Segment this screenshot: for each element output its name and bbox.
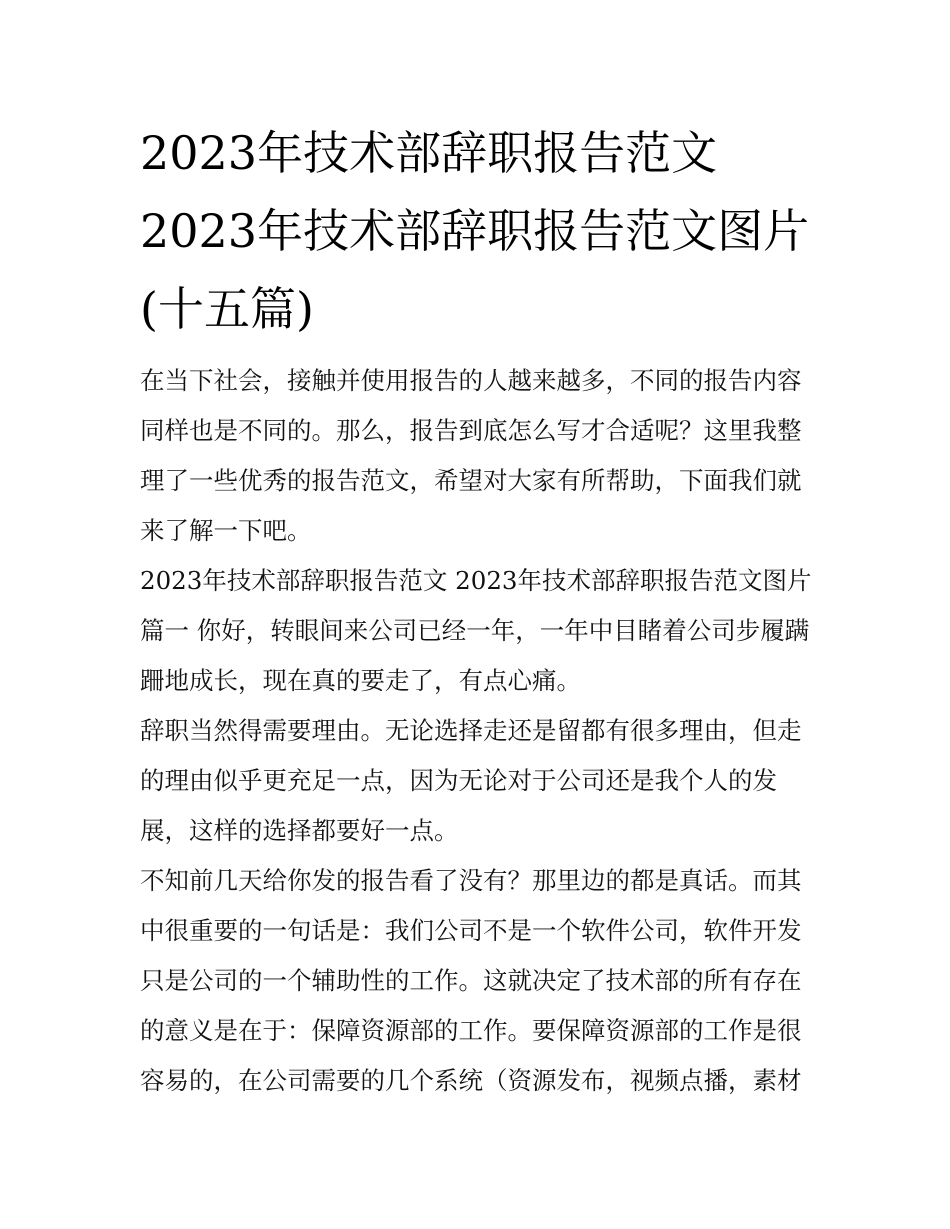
paragraph-reason: 辞职当然得需要理由。无论选择走还是留都有很多理由，但走的理由似乎更充足一点，因为无论对于公司还是我个人的发展，这样的选择都要好一点。 [140,716,802,845]
document-body [140,356,812,1106]
paragraph-intro: 在当下社会，接触并使用报告的人越来越多，不同的报告内容同样也是不同的。那么，报告到底怎么写才合适呢？这里我整理了一些优秀的报告范文，希望对大家有所帮助，下面我们就来了解一下吧。 [140,366,802,545]
paragraph-report-details: 不知前几天给你发的报告看了没有？那里边的都是真话。而其中很重要的一句话是：我们公司不是一个软件公司，软件开发只是公司的一个辅助性的工作。这就决定了技术部的所有存在的意义是在于：保障资源部的工作。要保障资源部的工作是很容易的，在公司需要的几个系统（资源发布，视频点播，素材 [140,866,802,1095]
document-title: 2023年技术部辞职报告范文 2023年技术部辞职报告范文图片(十五篇) [140,126,810,336]
paragraph-chapter-one-opening: 2023年技术部辞职报告范文 2023年技术部辞职报告范文图片篇一 你好，转眼间来公司已经一年，一年中目睹着公司步履蹒跚地成长，现在真的要走了，有点心痛。 [140,566,812,695]
